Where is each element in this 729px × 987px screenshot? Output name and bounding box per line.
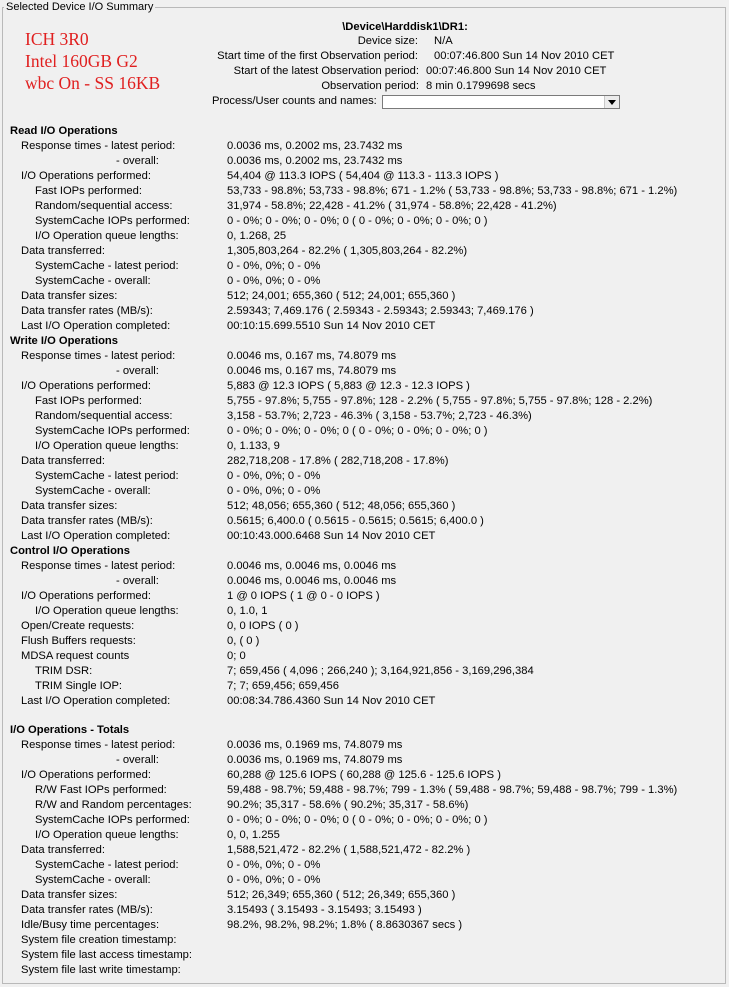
report-row [0, 184, 729, 199]
report-row [0, 424, 729, 439]
field-label: Fast IOPs performed: [35, 395, 142, 407]
field-value: 00:08:34.786.4360 Sun 14 Nov 2010 CET [227, 695, 436, 707]
report-row [0, 933, 729, 948]
field-value: 0.5615; 6,400.0 ( 0.5615 - 0.5615; 0.5615; 6,400.0 ) [227, 515, 484, 527]
observation-period-label: Observation period: [321, 80, 419, 92]
field-label: Flush Buffers requests: [21, 635, 136, 647]
report-row [0, 349, 729, 364]
field-label: I/O Operations performed: [21, 380, 151, 392]
field-value: 0.0036 ms, 0.1969 ms, 74.8079 ms [227, 739, 403, 751]
field-value: 0, 1.0, 1 [227, 605, 268, 617]
field-label: I/O Operation queue lengths: [35, 440, 179, 452]
report-row [0, 918, 729, 933]
device-name: \Device\Harddisk1\DR1: [342, 21, 468, 33]
report-row [0, 454, 729, 469]
report-row [0, 304, 729, 319]
report-row [0, 619, 729, 634]
field-label: Response times - latest period: [21, 350, 176, 362]
section-heading [0, 334, 729, 349]
field-label: I/O Operation queue lengths: [35, 605, 179, 617]
report-row [0, 199, 729, 214]
field-value: 3,158 - 53.7%; 2,723 - 46.3% ( 3,158 - 53.7%; 2,723 - 46.3%) [227, 410, 532, 422]
annotation-line: ICH 3R0 [25, 29, 89, 49]
field-label: TRIM DSR: [35, 665, 93, 677]
report-row [0, 574, 729, 589]
field-label: Data transferred: [21, 844, 105, 856]
field-value: 0.0036 ms, 0.1969 ms, 74.8079 ms [227, 754, 403, 766]
report-row [0, 439, 729, 454]
report-row [0, 214, 729, 229]
report-row [0, 154, 729, 169]
field-value: 0.0046 ms, 0.0046 ms, 0.0046 ms [227, 575, 397, 587]
report-row [0, 634, 729, 649]
report-row [0, 274, 729, 289]
report-row [0, 364, 729, 379]
field-label: SystemCache - latest period: [35, 260, 179, 272]
report-row [0, 798, 729, 813]
section-title: Control I/O Operations [10, 545, 130, 557]
report-row [0, 514, 729, 529]
field-label: I/O Operation queue lengths: [35, 829, 179, 841]
field-value: 00:10:15.699.5510 Sun 14 Nov 2010 CET [227, 320, 436, 332]
field-value: 512; 48,056; 655,360 ( 512; 48,056; 655,360 ) [227, 500, 456, 512]
field-value: 54,404 @ 113.3 IOPS ( 54,404 @ 113.3 - 113.3 IOPS ) [227, 170, 499, 182]
device-size-row [0, 34, 729, 49]
field-value: 31,974 - 58.8%; 22,428 - 41.2% ( 31,974 - 58.8%; 22,428 - 41.2%) [227, 200, 557, 212]
section-title: I/O Operations - Totals [10, 724, 130, 736]
field-value: 90.2%; 35,317 - 58.6% ( 90.2%; 35,317 - 58.6%) [227, 799, 469, 811]
field-label: SystemCache IOPs performed: [35, 425, 190, 437]
section-title: Read I/O Operations [10, 125, 118, 137]
report-row [0, 948, 729, 963]
report-row [0, 828, 729, 843]
report-row [0, 499, 729, 514]
field-label: I/O Operations performed: [21, 769, 151, 781]
field-label: SystemCache IOPs performed: [35, 215, 190, 227]
field-label: Last I/O Operation completed: [21, 530, 171, 542]
field-value: 2.59343; 7,469.176 ( 2.59343 - 2.59343; 2.59343; 7,469.176 ) [227, 305, 534, 317]
report-row [0, 888, 729, 903]
field-value: 53,733 - 98.8%; 53,733 - 98.8%; 671 - 1.2% ( 53,733 - 98.8%; 53,733 - 98.8%; 671 - 1.2%) [227, 185, 678, 197]
field-label: SystemCache - latest period: [35, 470, 179, 482]
field-value: 0 - 0%, 0%; 0 - 0% [227, 470, 321, 482]
field-label: Data transfer rates (MB/s): [21, 305, 153, 317]
field-label: Response times - latest period: [21, 560, 176, 572]
section-heading [0, 544, 729, 559]
report-row [0, 664, 729, 679]
field-label: SystemCache - overall: [35, 275, 151, 287]
field-label: - overall: [116, 155, 159, 167]
field-label: Random/sequential access: [35, 410, 173, 422]
field-value: 5,755 - 97.8%; 5,755 - 97.8%; 128 - 2.2% ( 5,755 - 97.8%; 5,755 - 97.8%; 128 - 2.2%) [227, 395, 653, 407]
process-select[interactable] [382, 95, 620, 109]
report-row [0, 604, 729, 619]
field-value: 0 - 0%, 0%; 0 - 0% [227, 260, 321, 272]
field-value: 0 - 0%, 0%; 0 - 0% [227, 874, 321, 886]
field-value: 00:10:43.000.6468 Sun 14 Nov 2010 CET [227, 530, 436, 542]
field-value: 0; 0 [227, 650, 246, 662]
device-size-value: N/A [434, 35, 453, 47]
section-title: Write I/O Operations [10, 335, 118, 347]
io-report [0, 124, 729, 978]
field-value: 0, 0 IOPS ( 0 ) [227, 620, 299, 632]
field-label: - overall: [116, 754, 159, 766]
field-label: I/O Operations performed: [21, 590, 151, 602]
chevron-down-icon[interactable] [604, 96, 619, 108]
report-row [0, 679, 729, 694]
latest-observation-value: 00:07:46.800 Sun 14 Nov 2010 CET [426, 65, 607, 77]
field-label: Response times - latest period: [21, 739, 176, 751]
field-value: 0.0036 ms, 0.2002 ms, 23.7432 ms [227, 155, 403, 167]
field-label: R/W Fast IOPs performed: [35, 784, 167, 796]
field-value: 0, ( 0 ) [227, 635, 260, 647]
report-row [0, 319, 729, 334]
report-row [0, 169, 729, 184]
report-row [0, 559, 729, 574]
field-label: I/O Operations performed: [21, 170, 151, 182]
report-row [0, 229, 729, 244]
report-row [0, 694, 729, 709]
field-label: SystemCache - overall: [35, 485, 151, 497]
field-label: Random/sequential access: [35, 200, 173, 212]
field-value: 7; 7; 659,456; 659,456 [227, 680, 339, 692]
report-row [0, 409, 729, 424]
field-label: I/O Operation queue lengths: [35, 230, 179, 242]
section-heading [0, 723, 729, 738]
field-value: 98.2%, 98.2%, 98.2%; 1.8% ( 8.8630367 secs ) [227, 919, 463, 931]
field-label: Response times - latest period: [21, 140, 176, 152]
report-row [0, 484, 729, 499]
field-value: 0, 1.268, 25 [227, 230, 287, 242]
observation-period-value: 8 min 0.1799698 secs [426, 80, 536, 92]
report-row [0, 858, 729, 873]
field-label: SystemCache IOPs performed: [35, 814, 190, 826]
report-row [0, 843, 729, 858]
field-label: Open/Create requests: [21, 620, 135, 632]
field-value: 0.0046 ms, 0.0046 ms, 0.0046 ms [227, 560, 397, 572]
field-value: 1,305,803,264 - 82.2% ( 1,305,803,264 - 82.2%) [227, 245, 468, 257]
field-value: 0, 1.133, 9 [227, 440, 280, 452]
report-row [0, 379, 729, 394]
field-label: SystemCache - overall: [35, 874, 151, 886]
field-label: System file creation timestamp: [21, 934, 177, 946]
field-value: 7; 659,456 ( 4,096 ; 266,240 ); 3,164,921,856 - 3,169,296,384 [227, 665, 534, 677]
latest-observation-label: Start of the latest Observation period: [233, 65, 419, 77]
field-value: 1 @ 0 IOPS ( 1 @ 0 - 0 IOPS ) [227, 590, 380, 602]
report-row [0, 903, 729, 918]
process-counts-label: Process/User counts and names: [212, 95, 377, 107]
report-row [0, 873, 729, 888]
field-value: 60,288 @ 125.6 IOPS ( 60,288 @ 125.6 - 125.6 IOPS ) [227, 769, 501, 781]
field-label: Data transfer sizes: [21, 290, 118, 302]
field-label: Data transfer sizes: [21, 889, 118, 901]
report-row [0, 589, 729, 604]
field-value: 0.0036 ms, 0.2002 ms, 23.7432 ms [227, 140, 403, 152]
field-label: Last I/O Operation completed: [21, 320, 171, 332]
field-value: 0 - 0%; 0 - 0%; 0 - 0%; 0 ( 0 - 0%; 0 - 0%; 0 - 0%; 0 ) [227, 215, 488, 227]
observation-period-row [0, 79, 729, 94]
field-label: Idle/Busy time percentages: [21, 919, 160, 931]
report-row [0, 963, 729, 978]
field-label: Last I/O Operation completed: [21, 695, 171, 707]
field-label: - overall: [116, 575, 159, 587]
report-row [0, 529, 729, 544]
report-row [0, 289, 729, 304]
field-label: MDSA request counts [21, 650, 130, 662]
field-label: Data transferred: [21, 245, 105, 257]
report-row [0, 139, 729, 154]
field-value: 0 - 0%, 0%; 0 - 0% [227, 485, 321, 497]
field-label: Data transfer rates (MB/s): [21, 904, 153, 916]
field-label: System file last access timestamp: [21, 949, 192, 961]
field-value: 59,488 - 98.7%; 59,488 - 98.7%; 799 - 1.3% ( 59,488 - 98.7%; 59,488 - 98.7%; 799 - 1.3%) [227, 784, 678, 796]
field-value: 512; 26,349; 655,360 ( 512; 26,349; 655,360 ) [227, 889, 456, 901]
section-heading [0, 124, 729, 139]
report-row [0, 469, 729, 484]
report-row [0, 783, 729, 798]
annotation-line: wbc On - SS 16KB [25, 73, 161, 93]
report-row [0, 649, 729, 664]
field-value: 3.15493 ( 3.15493 - 3.15493; 3.15493 ) [227, 904, 422, 916]
field-label: Data transfer rates (MB/s): [21, 515, 153, 527]
field-value: 0 - 0%; 0 - 0%; 0 - 0%; 0 ( 0 - 0%; 0 - 0%; 0 - 0%; 0 ) [227, 814, 488, 826]
field-label: Fast IOPs performed: [35, 185, 142, 197]
field-label: R/W and Random percentages: [35, 799, 192, 811]
first-observation-label: Start time of the first Observation period: [217, 50, 418, 62]
section-spacer [0, 709, 729, 723]
field-value: 0 - 0%; 0 - 0%; 0 - 0%; 0 ( 0 - 0%; 0 - 0%; 0 - 0%; 0 ) [227, 425, 488, 437]
field-value: 1,588,521,472 - 82.2% ( 1,588,521,472 - 82.2% ) [227, 844, 471, 856]
report-row [0, 738, 729, 753]
latest-observation-row [0, 64, 729, 79]
first-observation-value: 00:07:46.800 Sun 14 Nov 2010 CET [434, 50, 615, 62]
annotation-line: Intel 160GB G2 [25, 51, 138, 71]
group-box-title: Selected Device I/O Summary [6, 1, 154, 13]
field-label: Data transferred: [21, 455, 105, 467]
field-value: 5,883 @ 12.3 IOPS ( 5,883 @ 12.3 - 12.3 IOPS ) [227, 380, 470, 392]
field-value: 0, 0, 1.255 [227, 829, 280, 841]
device-size-label: Device size: [357, 35, 418, 47]
field-value: 0 - 0%, 0%; 0 - 0% [227, 275, 321, 287]
field-value: 0 - 0%, 0%; 0 - 0% [227, 859, 321, 871]
field-value: 282,718,208 - 17.8% ( 282,718,208 - 17.8%) [227, 455, 449, 467]
report-row [0, 768, 729, 783]
report-row [0, 753, 729, 768]
report-row [0, 813, 729, 828]
field-value: 512; 24,001; 655,360 ( 512; 24,001; 655,360 ) [227, 290, 456, 302]
report-row [0, 259, 729, 274]
report-row [0, 394, 729, 409]
field-label: SystemCache - latest period: [35, 859, 179, 871]
field-value: 0.0046 ms, 0.167 ms, 74.8079 ms [227, 350, 397, 362]
field-label: - overall: [116, 365, 159, 377]
field-label: TRIM Single IOP: [35, 680, 123, 692]
field-value: 0.0046 ms, 0.167 ms, 74.8079 ms [227, 365, 397, 377]
field-label: Data transfer sizes: [21, 500, 118, 512]
field-label: System file last write timestamp: [21, 964, 181, 976]
report-row [0, 244, 729, 259]
first-observation-row [0, 49, 729, 64]
